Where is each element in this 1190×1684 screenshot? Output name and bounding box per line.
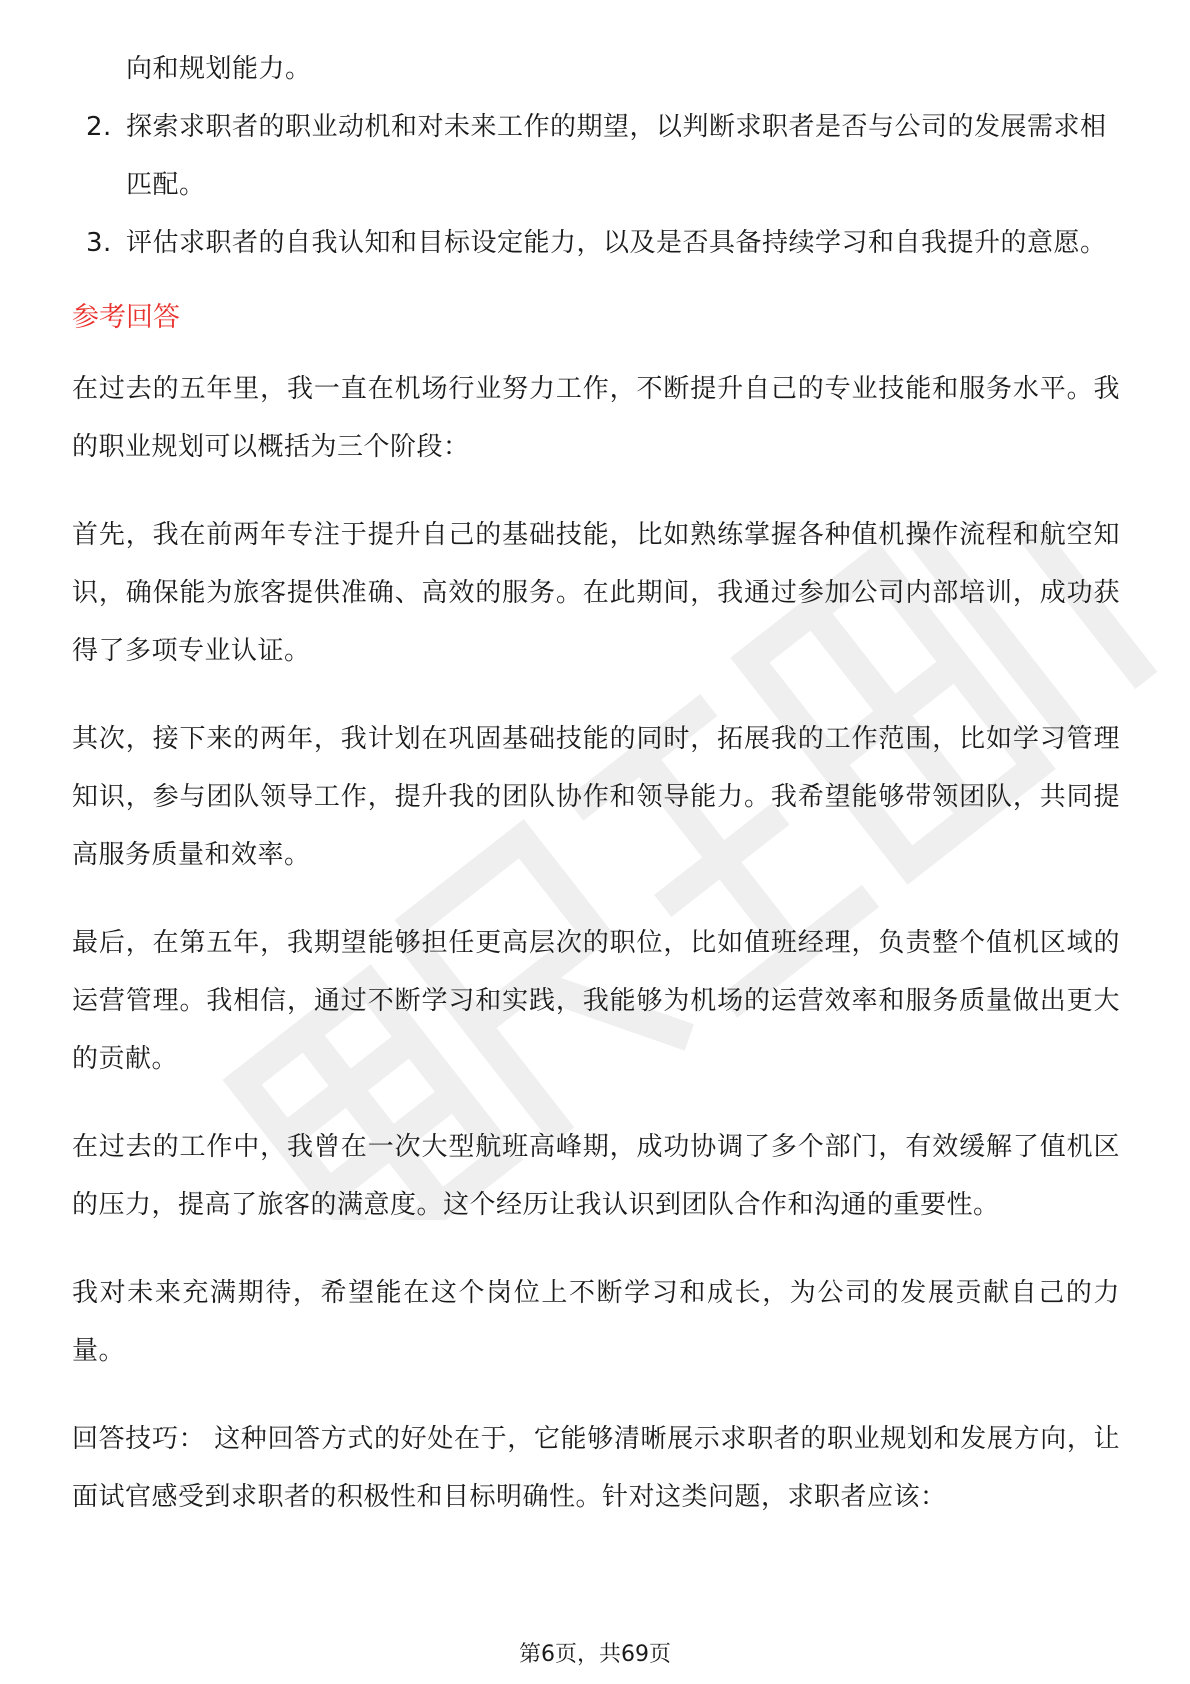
paragraph: 其次，接下来的两年，我计划在巩固基础技能的同时，拓展我的工作范围，比如学习管理知识，参与团队领导工作，提升我的团队协作和领导能力。我希望能够带领团队，共同提高服务质量和效率。 [72, 724, 1120, 870]
paragraph: 最后，在第五年，我期望能够担任更高层次的职位，比如值班经理，负责整个值机区域的运营管理。我相信，通过不断学习和实践，我能够为机场的运营效率和服务质量做出更大的贡献。 [72, 928, 1120, 1074]
paragraph: 在过去的五年里，我一直在机场行业努力工作，不断提升自己的专业技能和服务水平。我的职业规划可以概括为三个阶段： [72, 374, 1120, 462]
list-item [72, 214, 1120, 272]
list-number: 2. [86, 112, 112, 142]
list-number: 3. [86, 228, 112, 258]
paragraph: 回答技巧： 这种回答方式的好处在于，它能够清晰展示求职者的职业规划和发展方向，让面试官感受到求职者的积极性和目标明确性。针对这类问题，求职者应该： [72, 1424, 1120, 1512]
numbered-list [72, 98, 1120, 272]
list-text: 探索求职者的职业动机和对未来工作的期望，以判断求职者是否与公司的发展需求相匹配。 [126, 112, 1107, 200]
list-item-continuation: 向和规划能力。 [126, 54, 312, 84]
page-number-footer: 第6页，共69页 [519, 1642, 671, 1667]
paragraph: 我对未来充满期待，希望能在这个岗位上不断学习和成长，为公司的发展贡献自己的力量。 [72, 1278, 1120, 1366]
paragraph: 在过去的工作中，我曾在一次大型航班高峰期，成功协调了多个部门，有效缓解了值机区的压力，提高了旅客的满意度。这个经历让我认识到团队合作和沟通的重要性。 [72, 1132, 1120, 1220]
list-item [72, 98, 1120, 214]
list-text: 评估求职者的自我认知和目标设定能力，以及是否具备持续学习和自我提升的意愿。 [126, 228, 1107, 258]
section-heading: 参考回答 [72, 302, 180, 333]
content-area [72, 40, 1120, 1556]
paragraph: 首先，我在前两年专注于提升自己的基础技能，比如熟练掌握各种值机操作流程和航空知识，确保能为旅客提供准确、高效的服务。在此期间，我通过参加公司内部培训，成功获得了多项专业认证。 [72, 520, 1120, 666]
